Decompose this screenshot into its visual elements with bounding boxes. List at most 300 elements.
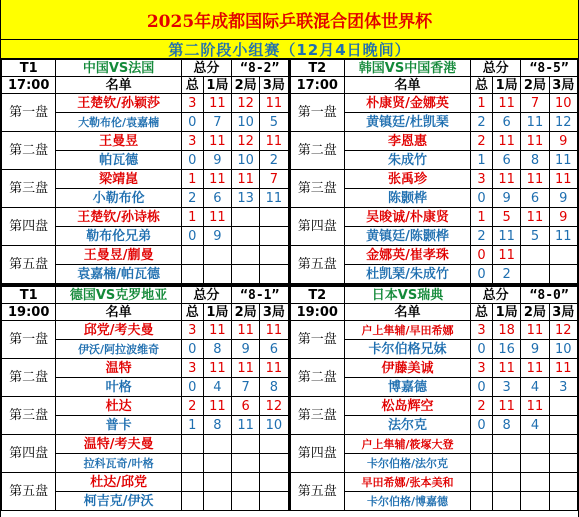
games-won <box>181 265 203 284</box>
game-score-g3: 12 <box>549 113 577 132</box>
player-name: 张禹珍 <box>345 170 471 189</box>
games-won: 0 <box>181 113 203 132</box>
game-score-g1 <box>203 265 231 284</box>
block-1 <box>290 59 579 284</box>
games-won: 1 <box>470 94 492 113</box>
game-score-g1 <box>492 435 520 454</box>
game-score-g1: 4 <box>203 378 231 397</box>
player-row <box>290 170 578 189</box>
games-won: 1 <box>181 416 203 435</box>
pan-label: 第四盘 <box>2 208 56 246</box>
games-won: 2 <box>470 113 492 132</box>
game-score-g3: 11 <box>549 227 577 246</box>
pan-label: 第五盘 <box>290 473 345 511</box>
player-name: 李恩惠 <box>345 132 471 151</box>
games-won: 3 <box>181 359 203 378</box>
player-row <box>2 473 289 492</box>
game-score-g3 <box>260 435 288 454</box>
player-name: 伊沃/阿拉波维奇 <box>56 340 181 359</box>
game-score-g2 <box>232 246 260 265</box>
player-name: 黄镇廷/杜凯琹 <box>345 113 471 132</box>
column-header-row <box>2 77 289 94</box>
player-row <box>290 321 578 340</box>
session-bottom <box>1 284 578 511</box>
pan-label: 第二盘 <box>290 359 345 397</box>
player-row <box>2 208 289 227</box>
pan-label: 第二盘 <box>2 132 56 170</box>
game-score-g3: 11 <box>549 170 577 189</box>
player-row <box>2 132 289 151</box>
game-score-g2: 11 <box>232 416 260 435</box>
total-score-label: 总分 <box>470 60 520 77</box>
player-row <box>290 397 578 416</box>
game-score-g1: 11 <box>492 94 520 113</box>
player-row <box>290 208 578 227</box>
game-score-g3 <box>549 265 577 284</box>
games-won: 1 <box>181 208 203 227</box>
page-subtitle: 第二阶段小组赛（12月4日晚间） <box>1 40 578 59</box>
table-id: T2 <box>290 287 345 304</box>
game-score-g3: 11 <box>549 359 577 378</box>
page-title: 2025年成都国际乒联混合团体世界杯 <box>1 0 578 40</box>
game-score-g2 <box>232 454 260 473</box>
player-row <box>2 94 289 113</box>
pan-label: 第五盘 <box>2 246 56 284</box>
games-won: 1 <box>181 170 203 189</box>
games-won: 3 <box>470 359 492 378</box>
game-score-g3: 11 <box>260 359 288 378</box>
game-score-g1: 11 <box>203 208 231 227</box>
match-score: “8-0” <box>521 287 578 304</box>
game-score-g2: 11 <box>521 132 549 151</box>
games-won: 2 <box>181 189 203 208</box>
pan-label: 第三盘 <box>2 397 56 435</box>
match-title: 日本VS瑞典 <box>345 287 471 304</box>
pan-label: 第二盘 <box>290 132 345 170</box>
name-header: 名单 <box>345 77 471 94</box>
games-won <box>181 435 203 454</box>
game-score-g1: 11 <box>492 359 520 378</box>
game-score-g3: 9 <box>549 208 577 227</box>
player-name: 朴康贤/金娜英 <box>345 94 471 113</box>
game-score-g3 <box>260 492 288 511</box>
player-name: 杜凯琹/朱成竹 <box>345 265 471 284</box>
game-score-g3: 2 <box>260 151 288 170</box>
col-header-total: 总 <box>470 304 492 321</box>
col-header-g3: 3局 <box>260 304 288 321</box>
col-header-g2: 2局 <box>521 77 549 94</box>
match-score: “8-1” <box>232 287 289 304</box>
player-name: 拉科瓦奇/叶格 <box>56 454 181 473</box>
game-score-g3 <box>549 435 577 454</box>
game-score-g2: 13 <box>232 189 260 208</box>
game-score-g2: 4 <box>521 378 549 397</box>
player-name: 叶格 <box>56 378 181 397</box>
player-name: 王曼昱 <box>56 132 181 151</box>
match-header-row <box>290 287 578 304</box>
total-score-label: 总分 <box>470 287 520 304</box>
col-header-g2: 2局 <box>521 304 549 321</box>
player-name: 温特/考夫曼 <box>56 435 181 454</box>
games-won <box>470 473 492 492</box>
player-row <box>290 473 578 492</box>
game-score-g3 <box>549 246 577 265</box>
games-won <box>470 492 492 511</box>
game-score-g2 <box>232 265 260 284</box>
match-score: “8-5” <box>521 60 578 77</box>
pan-label: 第三盘 <box>290 170 345 208</box>
col-header-g1: 1局 <box>203 304 231 321</box>
match-table <box>1 59 289 284</box>
game-score-g1: 3 <box>492 378 520 397</box>
game-score-g2 <box>521 492 549 511</box>
pan-label: 第一盘 <box>2 94 56 132</box>
player-name: 金娜英/崔孝珠 <box>345 246 471 265</box>
col-header-g2: 2局 <box>232 304 260 321</box>
game-score-g1 <box>203 435 231 454</box>
match-title: 德国VS克罗地亚 <box>56 287 181 304</box>
game-score-g3 <box>260 227 288 246</box>
player-name: 勒布伦兄弟 <box>56 227 181 246</box>
player-name: 吴晙诚/朴康贤 <box>345 208 471 227</box>
games-won: 0 <box>181 227 203 246</box>
game-score-g3 <box>260 265 288 284</box>
pan-label: 第四盘 <box>2 435 56 473</box>
match-time: 19:00 <box>2 304 56 321</box>
pan-label: 第一盘 <box>290 321 345 359</box>
match-header-row <box>2 60 289 77</box>
player-name: 卡尔伯格/博嘉德 <box>345 492 471 511</box>
games-won: 1 <box>470 208 492 227</box>
col-header-g1: 1局 <box>203 77 231 94</box>
name-header: 名单 <box>345 304 471 321</box>
game-score-g1: 8 <box>203 416 231 435</box>
games-won: 0 <box>470 378 492 397</box>
game-score-g3: 6 <box>260 340 288 359</box>
match-time: 19:00 <box>290 304 345 321</box>
pan-label: 第四盘 <box>290 208 345 246</box>
block-3 <box>290 286 579 511</box>
game-score-g1 <box>492 454 520 473</box>
player-row <box>2 170 289 189</box>
player-row <box>290 359 578 378</box>
game-score-g3: 9 <box>549 189 577 208</box>
games-won <box>181 246 203 265</box>
game-score-g1: 6 <box>492 113 520 132</box>
player-name: 帕瓦德 <box>56 151 181 170</box>
player-name: 袁嘉楠/帕瓦德 <box>56 265 181 284</box>
player-name: 伊藤美诚 <box>345 359 471 378</box>
game-score-g1: 9 <box>203 227 231 246</box>
games-won: 0 <box>470 340 492 359</box>
game-score-g2 <box>521 473 549 492</box>
col-header-g1: 1局 <box>492 304 520 321</box>
match-title: 中国VS法国 <box>56 60 181 77</box>
games-won: 3 <box>181 321 203 340</box>
game-score-g2: 5 <box>521 227 549 246</box>
game-score-g1 <box>203 246 231 265</box>
game-score-g1: 2 <box>492 265 520 284</box>
game-score-g1: 11 <box>492 170 520 189</box>
match-title: 韩国VS中国香港 <box>345 60 471 77</box>
match-time: 17:00 <box>2 77 56 94</box>
game-score-g1 <box>203 454 231 473</box>
table-id: T1 <box>2 60 56 77</box>
player-name: 卡尔伯格兄妹 <box>345 340 471 359</box>
table-id: T2 <box>290 60 345 77</box>
player-name: 户上隼辅/筱塚大登 <box>345 435 471 454</box>
games-won: 0 <box>470 265 492 284</box>
games-won <box>181 492 203 511</box>
game-score-g1: 11 <box>203 359 231 378</box>
game-score-g2: 7 <box>521 94 549 113</box>
games-won: 0 <box>470 189 492 208</box>
game-score-g1: 11 <box>492 246 520 265</box>
games-won <box>181 454 203 473</box>
game-score-g3: 8 <box>260 378 288 397</box>
games-won: 2 <box>470 132 492 151</box>
game-score-g2: 12 <box>232 94 260 113</box>
game-score-g2 <box>521 454 549 473</box>
match-table <box>290 59 579 284</box>
game-score-g2: 7 <box>232 378 260 397</box>
pan-label: 第二盘 <box>2 359 56 397</box>
col-header-g3: 3局 <box>260 77 288 94</box>
match-time: 17:00 <box>290 77 345 94</box>
game-score-g2 <box>521 265 549 284</box>
player-name: 王楚钦/孙诗栋 <box>56 208 181 227</box>
game-score-g1: 11 <box>492 397 520 416</box>
match-score: “8-2” <box>232 60 289 77</box>
game-score-g1 <box>203 492 231 511</box>
name-header: 名单 <box>56 77 181 94</box>
player-row <box>2 321 289 340</box>
game-score-g1: 18 <box>492 321 520 340</box>
game-score-g1: 8 <box>492 416 520 435</box>
player-row <box>2 246 289 265</box>
player-name: 杜达 <box>56 397 181 416</box>
game-score-g3: 10 <box>260 416 288 435</box>
player-name: 温特 <box>56 359 181 378</box>
games-won: 2 <box>181 397 203 416</box>
game-score-g3: 5 <box>260 113 288 132</box>
game-score-g3 <box>549 473 577 492</box>
pan-label: 第四盘 <box>290 435 345 473</box>
game-score-g1: 7 <box>203 113 231 132</box>
column-header-row <box>290 77 578 94</box>
player-row <box>2 359 289 378</box>
games-won: 3 <box>181 132 203 151</box>
game-score-g2: 4 <box>521 416 549 435</box>
player-name: 梁靖崑 <box>56 170 181 189</box>
pan-label: 第五盘 <box>2 473 56 511</box>
player-name: 柯吉克/伊沃 <box>56 492 181 511</box>
game-score-g1: 11 <box>492 227 520 246</box>
game-score-g2 <box>232 208 260 227</box>
game-score-g1: 5 <box>492 208 520 227</box>
player-name: 松岛辉空 <box>345 397 471 416</box>
game-score-g2: 11 <box>232 321 260 340</box>
game-score-g3 <box>260 454 288 473</box>
total-score-label: 总分 <box>181 60 231 77</box>
player-name: 王曼昱/蒯曼 <box>56 246 181 265</box>
game-score-g3: 10 <box>549 94 577 113</box>
game-score-g2 <box>521 246 549 265</box>
game-score-g2: 11 <box>232 170 260 189</box>
player-row <box>290 435 578 454</box>
col-header-g3: 3局 <box>549 304 577 321</box>
player-name: 黄镇廷/陈颢桦 <box>345 227 471 246</box>
game-score-g2: 11 <box>521 113 549 132</box>
game-score-g1: 11 <box>203 132 231 151</box>
player-name: 法尔克 <box>345 416 471 435</box>
player-name: 大勒布伦/袁嘉楠 <box>56 113 181 132</box>
match-table <box>290 286 579 511</box>
name-header: 名单 <box>56 304 181 321</box>
game-score-g2 <box>232 492 260 511</box>
game-score-g3: 3 <box>549 378 577 397</box>
games-won: 3 <box>470 321 492 340</box>
game-score-g2: 11 <box>521 359 549 378</box>
games-won: 2 <box>470 227 492 246</box>
game-score-g3 <box>549 416 577 435</box>
pan-label: 第五盘 <box>290 246 345 284</box>
game-score-g1: 11 <box>492 132 520 151</box>
col-header-total: 总 <box>181 77 203 94</box>
game-score-g3: 11 <box>260 321 288 340</box>
player-name: 杜达/邱党 <box>56 473 181 492</box>
pan-label: 第一盘 <box>2 321 56 359</box>
game-score-g1: 9 <box>203 151 231 170</box>
game-score-g3: 7 <box>260 170 288 189</box>
player-name: 小勒布伦 <box>56 189 181 208</box>
games-won: 0 <box>181 378 203 397</box>
match-header-row <box>290 60 578 77</box>
player-row <box>290 94 578 113</box>
table-id: T1 <box>2 287 56 304</box>
game-score-g1: 11 <box>203 397 231 416</box>
col-header-g1: 1局 <box>492 77 520 94</box>
game-score-g1: 11 <box>203 94 231 113</box>
game-score-g3: 12 <box>260 397 288 416</box>
game-score-g2: 8 <box>521 151 549 170</box>
pan-label: 第三盘 <box>2 170 56 208</box>
game-score-g3: 11 <box>260 189 288 208</box>
games-won <box>470 454 492 473</box>
games-won: 3 <box>470 170 492 189</box>
game-score-g3: 11 <box>260 94 288 113</box>
block-2 <box>1 286 290 511</box>
game-score-g2: 11 <box>521 397 549 416</box>
player-row <box>290 132 578 151</box>
session-top <box>1 59 578 284</box>
col-header-total: 总 <box>470 77 492 94</box>
games-won <box>470 435 492 454</box>
game-score-g1: 6 <box>492 151 520 170</box>
game-score-g3 <box>260 208 288 227</box>
games-won: 3 <box>181 94 203 113</box>
game-score-g1: 16 <box>492 340 520 359</box>
games-won <box>181 473 203 492</box>
player-name: 邱党/考夫曼 <box>56 321 181 340</box>
total-score-label: 总分 <box>181 287 231 304</box>
column-header-row <box>290 304 578 321</box>
games-won: 0 <box>470 246 492 265</box>
game-score-g3: 12 <box>549 321 577 340</box>
game-score-g3 <box>549 397 577 416</box>
player-row <box>2 435 289 454</box>
game-score-g1 <box>492 492 520 511</box>
match-header-row <box>2 287 289 304</box>
game-score-g1: 11 <box>203 170 231 189</box>
game-score-g1: 6 <box>203 189 231 208</box>
player-name: 陈颢桦 <box>345 189 471 208</box>
game-score-g3 <box>549 492 577 511</box>
col-header-g3: 3局 <box>549 77 577 94</box>
player-name: 博嘉德 <box>345 378 471 397</box>
game-score-g2: 6 <box>521 189 549 208</box>
game-score-g2: 11 <box>232 359 260 378</box>
game-score-g3: 10 <box>549 340 577 359</box>
game-score-g3: 11 <box>260 132 288 151</box>
match-table <box>1 286 289 511</box>
game-score-g2: 6 <box>232 397 260 416</box>
games-won: 1 <box>470 151 492 170</box>
player-name: 普卡 <box>56 416 181 435</box>
pan-label: 第三盘 <box>290 397 345 435</box>
player-row <box>2 397 289 416</box>
game-score-g2: 9 <box>232 340 260 359</box>
player-name: 王楚钦/孙颖莎 <box>56 94 181 113</box>
player-name: 早田希娜/张本美和 <box>345 473 471 492</box>
pan-label: 第一盘 <box>290 94 345 132</box>
game-score-g1: 8 <box>203 340 231 359</box>
game-score-g3 <box>260 473 288 492</box>
game-score-g1: 9 <box>492 189 520 208</box>
player-row <box>290 246 578 265</box>
block-0 <box>1 59 290 284</box>
game-score-g2: 11 <box>521 170 549 189</box>
game-score-g2: 11 <box>521 208 549 227</box>
player-name: 朱成竹 <box>345 151 471 170</box>
col-header-g2: 2局 <box>232 77 260 94</box>
game-score-g1 <box>492 473 520 492</box>
column-header-row <box>2 304 289 321</box>
game-score-g2: 9 <box>521 340 549 359</box>
game-score-g2: 10 <box>232 113 260 132</box>
game-score-g2: 12 <box>232 132 260 151</box>
game-score-g2 <box>232 473 260 492</box>
games-won: 0 <box>181 151 203 170</box>
game-score-g3: 11 <box>549 151 577 170</box>
game-score-g2 <box>232 227 260 246</box>
games-won: 0 <box>181 340 203 359</box>
games-won: 0 <box>470 416 492 435</box>
game-score-g3 <box>260 246 288 265</box>
player-name: 户上隼辅/早田希娜 <box>345 321 471 340</box>
player-name: 卡尔伯格/法尔克 <box>345 454 471 473</box>
game-score-g3 <box>549 454 577 473</box>
game-score-g2: 11 <box>521 321 549 340</box>
game-score-g2 <box>232 435 260 454</box>
col-header-total: 总 <box>181 304 203 321</box>
game-score-g2 <box>521 435 549 454</box>
game-score-g3: 9 <box>549 132 577 151</box>
game-score-g1: 11 <box>203 321 231 340</box>
games-won: 2 <box>470 397 492 416</box>
game-score-g2: 10 <box>232 151 260 170</box>
game-score-g1 <box>203 473 231 492</box>
